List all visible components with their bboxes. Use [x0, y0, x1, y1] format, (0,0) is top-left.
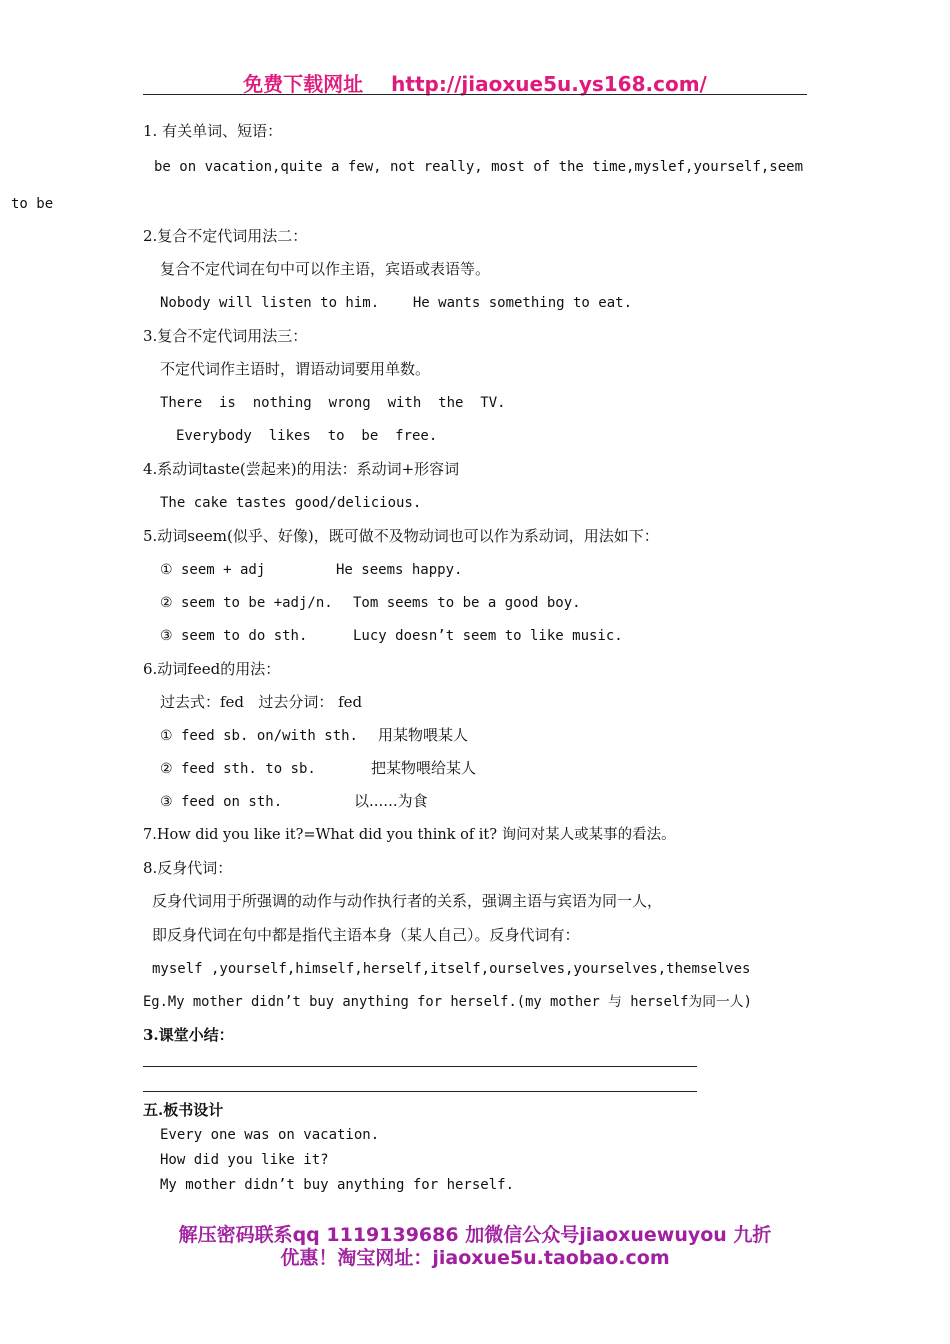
board-line-2: How did you like it?: [160, 1152, 329, 1168]
header-divider: [143, 94, 807, 95]
footer-line-2: 优惠！淘宝网址：jiaoxue5u.taobao.com: [280, 1247, 670, 1269]
section6-item3-pattern: ③ feed on sth.: [160, 794, 283, 810]
section3-rule: 不定代词作主语时，谓语动词要用单数。: [160, 360, 431, 378]
section6-item2-pattern: ② feed sth. to sb.: [160, 761, 316, 777]
summary-heading: 3.课堂小结：: [143, 1026, 234, 1044]
section5-item1-example: He seems happy.: [336, 562, 463, 578]
board-line-3: My mother didn’t buy anything for herself.: [160, 1177, 515, 1193]
section3-example2: Everybody likes to be free.: [176, 428, 438, 444]
section4-example: The cake tastes good/delicious.: [160, 495, 422, 511]
section2-example: Nobody will listen to him. He wants something to eat.: [160, 295, 633, 311]
section5-item3-pattern: ③ seem to do sth.: [160, 628, 308, 644]
section8-list: myself ,yourself,himself,herself,itself,ourselves,yourselves,themselves: [152, 961, 751, 977]
footer-line-1: 解压密码联系qq 1119139686 加微信公众号jiaoxuewuyou 九折: [178, 1224, 772, 1246]
header-title: 免费下载网址: [243, 72, 364, 96]
header-url[interactable]: http://jiaoxue5u.ys168.com/: [391, 72, 707, 96]
section8-line1: 反身代词用于所强调的动作与动作执行者的关系，强调主语与宾语为同一人，: [152, 892, 663, 910]
section5-heading: 5.动词seem(似乎、好像)，既可做不及物动词也可以作为系动词，用法如下：: [143, 527, 659, 545]
section5-item1-pattern: ① seem + adj: [160, 562, 266, 578]
section6-item2-meaning: 把某物喂给某人: [371, 759, 477, 777]
section6-item1-pattern: ① feed sb. on/with sth.: [160, 728, 358, 744]
section6-heading: 6.动词feed的用法：: [143, 660, 281, 678]
header-banner: [0, 68, 950, 97]
section8-line2: 即反身代词在句中都是指代主语本身（某人自己）。反身代词有：: [152, 926, 580, 944]
section8-example: Eg.My mother didn’t buy anything for herself.(my mother 与 herself为同一人): [143, 994, 752, 1010]
board-line-1: Every one was on vacation.: [160, 1127, 380, 1143]
section5-item2-example: Tom seems to be a good boy.: [353, 595, 581, 611]
section1-heading: 1. 有关单词、短语：: [143, 122, 283, 140]
section4-heading: 4.系动词taste(尝起来)的用法：系动词+形容词: [143, 460, 460, 478]
summary-blank-line-2: [143, 1091, 697, 1092]
board-heading: 五.板书设计: [143, 1101, 224, 1119]
section5-item3-example: Lucy doesn’t seem to like music.: [353, 628, 623, 644]
section6-item3-meaning: 以......为食: [354, 792, 428, 810]
section1-phrases-line2: to be: [11, 196, 54, 212]
section3-example1: There is nothing wrong with the TV.: [160, 395, 506, 411]
section6-forms: 过去式：fed 过去分词： fed: [160, 693, 363, 711]
section2-heading: 2.复合不定代词用法二：: [143, 227, 308, 245]
section1-phrases-line1: be on vacation,quite a few, not really, most of the time,myslef,yourself,seem: [154, 159, 804, 175]
section2-rule: 复合不定代词在句中可以作主语，宾语或表语等。: [160, 260, 491, 278]
summary-blank-line-1: [143, 1066, 697, 1067]
section3-heading: 3.复合不定代词用法三：: [143, 327, 308, 345]
section8-heading: 8.反身代词：: [143, 859, 233, 877]
section7-text: 7.How did you like it?=What did you think of it? 询问对某人或某事的看法。: [143, 827, 676, 843]
section5-item2-pattern: ② seem to be +adj/n.: [160, 595, 333, 611]
section6-item1-meaning: 用某物喂某人: [378, 726, 469, 744]
